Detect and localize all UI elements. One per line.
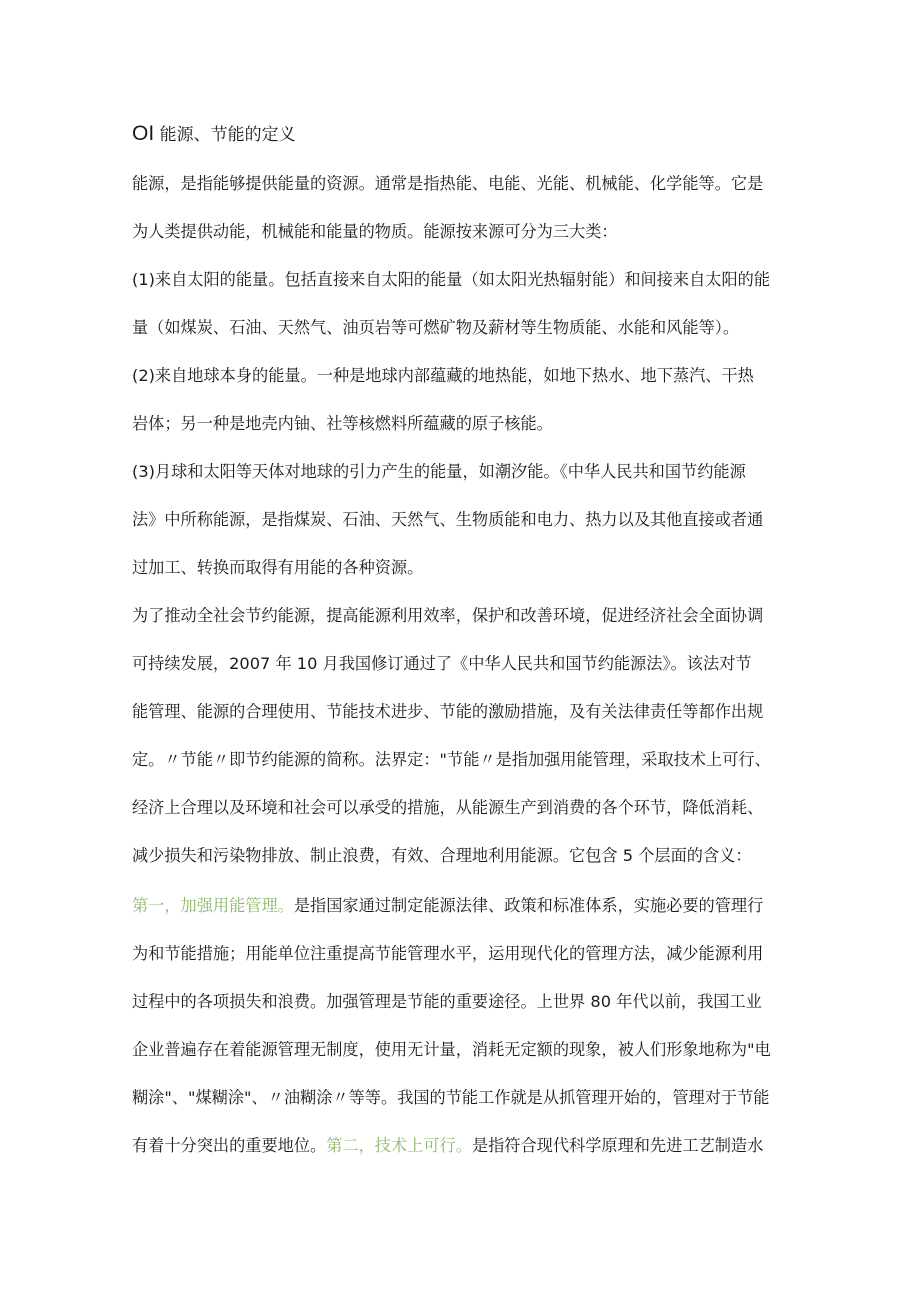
text-segment: 能源，是指能够提供能量的资源。通常是指热能、电能、光能、机械能、化学能等。它是 [132, 174, 764, 193]
text-segment: 企业普遍存在着能源管理无制度，使用无计量，消耗无定额的现象，被人们形象地称为"电 [132, 1040, 771, 1059]
text-segment: (2)来自地球本身的能量。一种是地球内部蕴藏的地热能，如地下热水、地下蒸汽、干热 [132, 366, 754, 385]
text-segment: 为了推动全社会节约能源，提高能源利用效率，保护和改善环境，促进经济社会全面协调 [132, 606, 764, 625]
paragraph-line [132, 1086, 769, 1110]
paragraph-line [132, 652, 752, 676]
text-segment: 减少损失和污染物排放、制止浪费，有效、合理地利用能源。它包含 5 个层面的含义： [132, 846, 752, 865]
text-segment: 糊涂"、"煤糊涂"、〃油糊涂〃等等。我国的节能工作就是从抓管理开始的，管理对于节能 [132, 1088, 770, 1107]
text-segment: 定。〃节能〃即节约能源的简称。法界定："节能〃是指加强用能管理，采取技术上可行、 [132, 750, 771, 769]
text-segment: 有着十分突出的重要地位。 [132, 1136, 327, 1155]
text-segment: 为和节能措施；用能单位注重提高节能管理水平，运用现代化的管理方法，减少能源利用 [132, 944, 764, 963]
section-title: 能源、节能的定义 [159, 125, 296, 145]
paragraph-line [132, 748, 771, 772]
paragraph-line [132, 1038, 771, 1062]
paragraph-line [132, 220, 618, 244]
section-number: OI [132, 122, 155, 145]
paragraph-line [132, 894, 763, 918]
highlighted-phrase: 第二，技术上可行。 [326, 1136, 472, 1155]
text-segment: 是指符合现代科学原理和先进工艺制造水 [471, 1136, 764, 1155]
paragraph-line [132, 364, 754, 388]
text-segment: 岩体；另一种是地壳内铀、社等核燃料所蕴藏的原子核能。 [132, 414, 553, 433]
paragraph-line [132, 412, 553, 436]
paragraph-line [132, 1134, 763, 1158]
paragraph-line [132, 942, 763, 966]
text-segment: (3)月球和太阳等天体对地球的引力产生的能量，如潮汐能。《中华人民共和国节约能源 [132, 462, 746, 481]
paragraph-line [132, 844, 752, 868]
text-segment: 法》中所称能源，是指煤炭、石油、天然气、生物质能和电力、热力以及其他直接或者通 [132, 510, 764, 529]
text-segment: 过程中的各项损失和浪费。加强管理是节能的重要途径。上世界 80 年代以前，我国工业 [132, 992, 762, 1011]
paragraph-line [132, 268, 770, 292]
text-segment: (1)来自太阳的能量。包括直接来自太阳的能量（如太阳光热辐射能）和间接来自太阳的能 [132, 270, 771, 289]
text-segment: 经济上合理以及环境和社会可以承受的措施，从能源生产到消费的各个环节，降低消耗、 [132, 798, 764, 817]
paragraph-line [132, 796, 763, 820]
section-heading [132, 122, 296, 147]
text-segment: 能管理、能源的合理使用、节能技术进步、节能的激励措施，及有关法律责任等都作出规 [132, 702, 764, 721]
text-segment: 可持续发展，2007 年 10 月我国修订通过了《中华人民共和国节约能源法》。该法对节 [132, 654, 752, 673]
paragraph-line [132, 556, 423, 580]
paragraph-line [132, 316, 739, 340]
paragraph-line [132, 604, 763, 628]
paragraph-line [132, 700, 763, 724]
paragraph-line [132, 508, 763, 532]
text-segment: 是指国家通过制定能源法律、政策和标准体系，实施必要的管理行 [293, 896, 764, 915]
text-segment: 为人类提供动能，机械能和能量的物质。能源按来源可分为三大类： [132, 222, 618, 241]
paragraph-line [132, 172, 763, 196]
text-segment: 量（如煤炭、石油、天然气、油页岩等可燃矿物及薪材等生物质能、水能和风能等）。 [132, 318, 740, 337]
text-segment: 过加工、转换而取得有用能的各种资源。 [132, 558, 424, 577]
highlighted-phrase: 第一，加强用能管理。 [132, 896, 294, 915]
paragraph-line [132, 460, 746, 484]
paragraph-line [132, 990, 762, 1014]
